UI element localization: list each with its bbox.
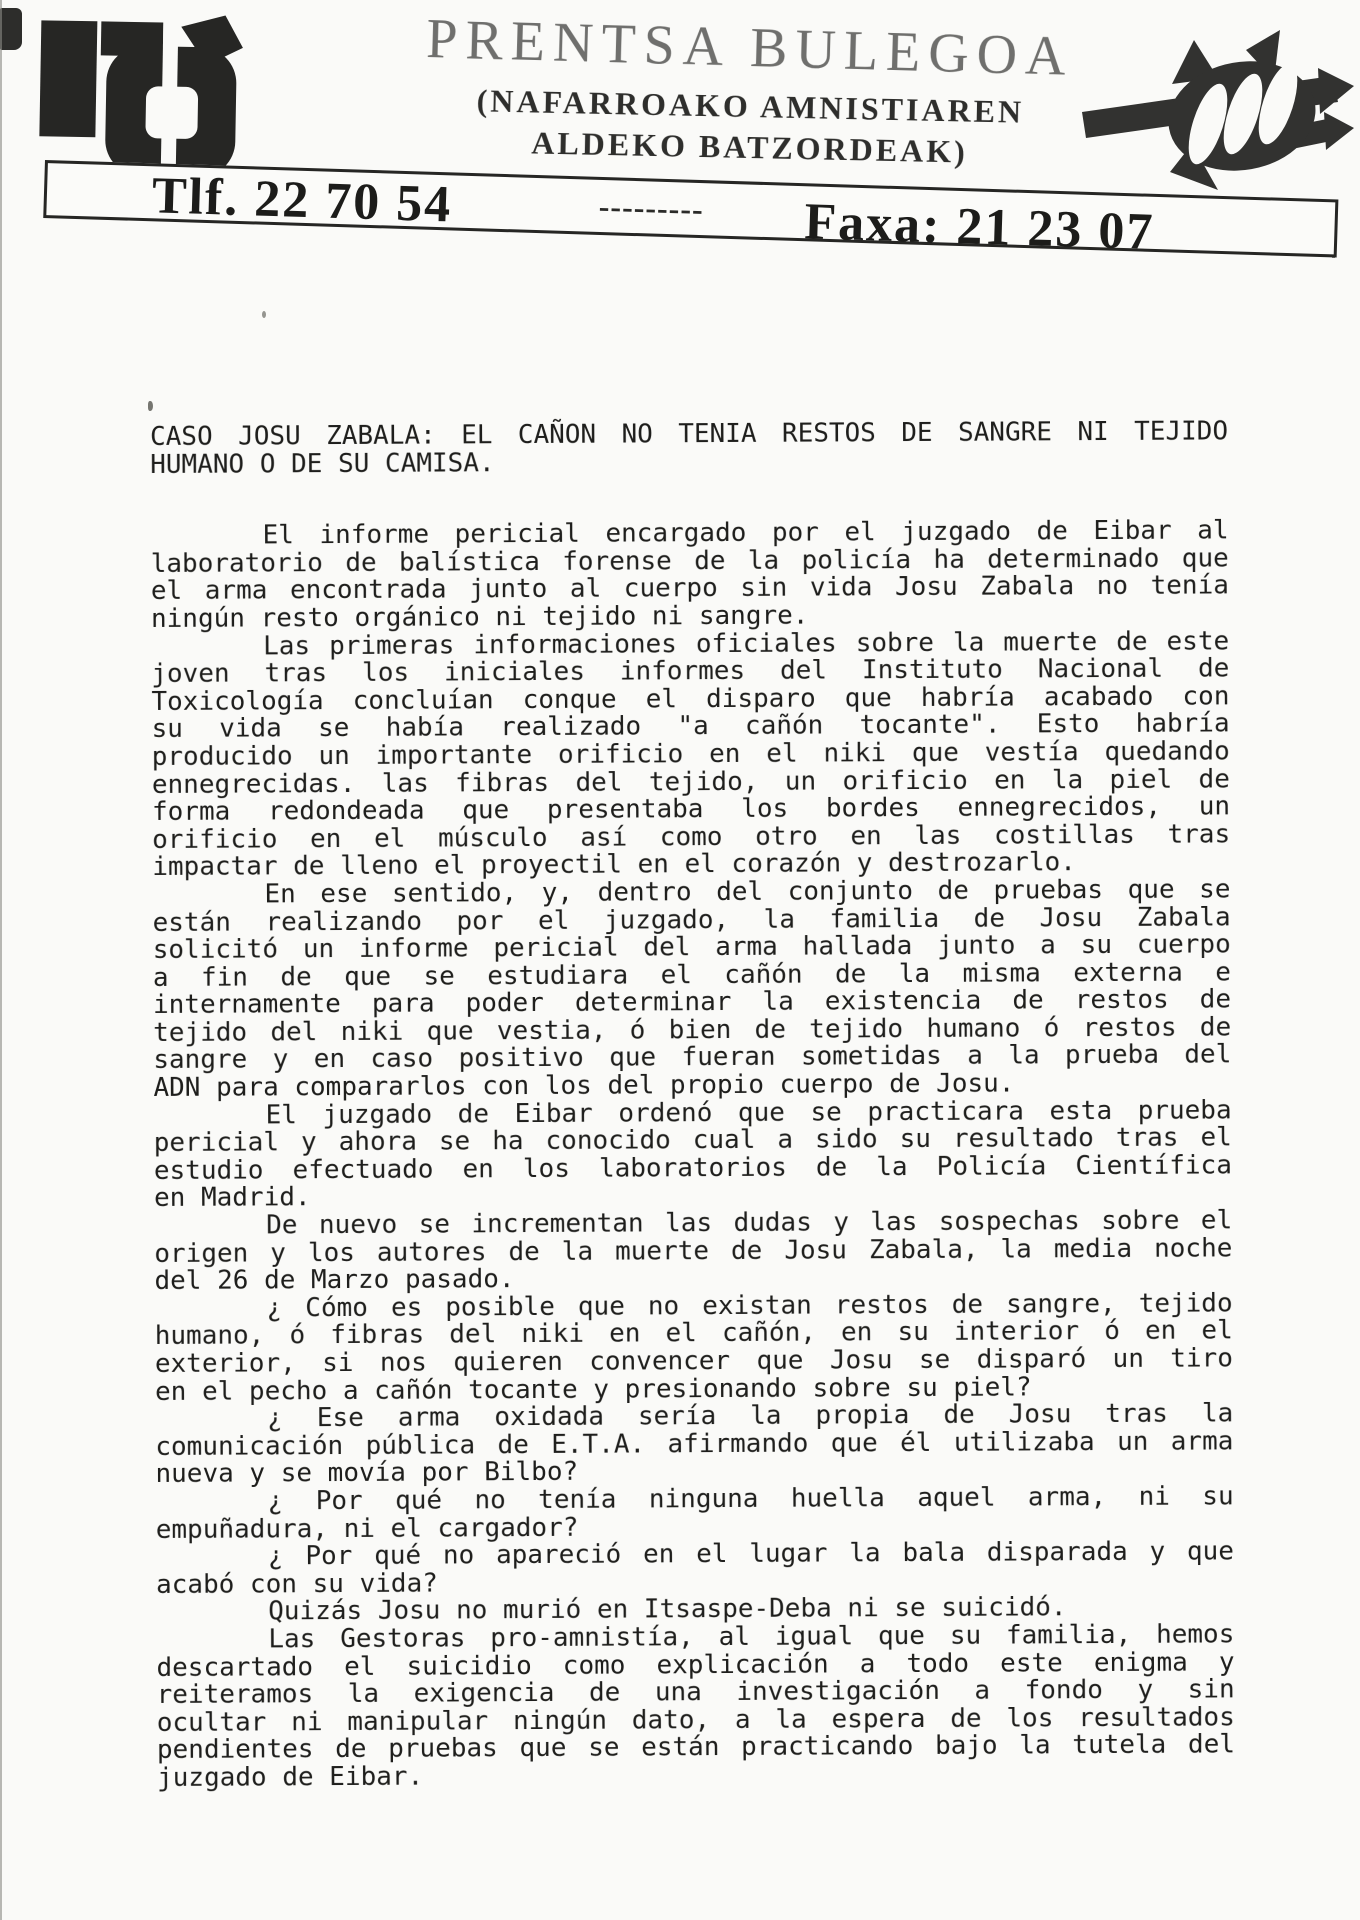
fist-gripping-barbed-wire-logo-icon [1082, 26, 1354, 212]
org-subtitle-line: (NAFARROAKO AMNISTIAREN [476, 82, 1025, 130]
paragraph [156, 1483, 1234, 1544]
text-line: descartado el suicidio como explicación a todo este enigma y [156, 1646, 1235, 1683]
text-line: nueva y se movía por Bilbo? [155, 1457, 579, 1490]
text-line: Las Gestoras pro-amnistía, al igual que su familia, hemos [268, 1619, 1235, 1655]
text-line: HUMANO O DE SU CAMISA. [150, 447, 495, 480]
text-line: estudio efectuado en los laboratorios de la Policía Científica [153, 1150, 1232, 1186]
text-line: comunicación pública de E.T.A. afirmando que él utilizaba un arma [155, 1426, 1234, 1462]
text-line: en el pecho a cañón tocante y presionando sobre su piel? [154, 1371, 1032, 1407]
text-line: solicitó un informe pericial del arma hallada junto a su cuerpo [152, 929, 1231, 966]
paragraph [154, 1207, 1232, 1295]
text-line: ¿ Por qué no apareció en el lugar la bala disparada y que [267, 1536, 1234, 1572]
text-line: CASO JOSU ZABALA: EL CAÑON NO TENIA RESTOS DE SANGRE NI TEJIDO [149, 416, 1229, 452]
scan-artifact-corner [0, 8, 22, 50]
text-line: orificio en el músculo así como otro en las costillas tras [152, 819, 1231, 855]
text-line: tejido del niki que vestia, ó bien de tejido humano ó restos de [153, 1012, 1232, 1048]
text-line: del 26 de Marzo pasado. [154, 1264, 515, 1297]
phone-number: Tlf. 22 70 54 [151, 167, 454, 234]
paragraph [156, 1621, 1235, 1792]
org-title: PRENTSA BULEGOA [425, 7, 1075, 89]
text-line: están realizando por el juzgado, la familia de Josu Zabala [152, 901, 1231, 938]
text-line: ocultar ni manipular ningún dato, a la espera de los resultados [156, 1702, 1235, 1738]
paragraph [154, 1097, 1233, 1213]
paragraph [155, 1398, 1234, 1490]
text-line: laboratorio de balística forense de la policía ha determinado que [150, 543, 1229, 579]
text-line: a fin de que se estudiara el cañón de la misma externa e [152, 957, 1231, 993]
text-line: El juzgado de Eibar ordenó que se practicara esta prueba [265, 1095, 1232, 1131]
scan-artifact-speck [148, 401, 153, 411]
fax-number: Faxa: 21 23 07 [803, 193, 1156, 261]
text-line: En ese sentido, y, dentro del conjunto de pruebas que se [264, 874, 1231, 910]
org-subtitle [387, 78, 1113, 175]
scan-artifact-speck [262, 311, 266, 318]
text-line: ¿ Por qué no tenía ninguna huella aquel arma, ni su [267, 1481, 1234, 1517]
text-line: el arma encontrada junto al cuerpo sin vida Josu Zabala no tenía [150, 570, 1229, 607]
separator-dashes: --------- [598, 187, 705, 228]
text-line: exterior, si nos quieren convencer que Josu se disparó un tiro [154, 1343, 1233, 1379]
paragraph [156, 1538, 1234, 1599]
org-subtitle-line: ALDEKO BATZORDEAK) [530, 124, 969, 170]
paragraph [151, 625, 1231, 883]
text-line: acabó con su vida? [155, 1568, 438, 1600]
scan-artifact-edge [0, 0, 2, 1920]
text-line: internamente para poder determinar la existencia de restos de [152, 984, 1232, 1021]
text-line: ¿ Ese arma oxidada sería la propia de Josu tras la [267, 1398, 1234, 1434]
text-line: Quizás Josu no murió en Itsaspe-Deba ni se suicidó. [268, 1592, 1067, 1627]
text-line: Toxicología concluían conque el disparo que habría acabado con [151, 681, 1230, 717]
text-line: reiteramos la exigencia de una investigación a fondo y sin [156, 1674, 1235, 1711]
paragraph [150, 515, 1230, 634]
text-line: su vida se había realizado "a cañón tocante". Esto habría [151, 708, 1230, 745]
text-line: ADN para compararlos con los del propio cuerpo de Josu. [153, 1068, 1015, 1104]
document-title [150, 418, 1228, 479]
text-line: ningún resto orgánico ni tejido ni sangre. [150, 600, 809, 634]
document-body [150, 418, 1235, 1792]
text-line: producido un importante orificio en el niki que vestía quedando [151, 736, 1230, 772]
text-line: De nuevo se incrementan las dudas y las sospechas sobre el [266, 1205, 1233, 1241]
text-line: joven tras los iniciales informes del Instituto Nacional de [151, 653, 1230, 690]
text-line: en Madrid. [153, 1182, 311, 1214]
text-line: juzgado de Eibar. [157, 1761, 424, 1793]
text-line: humano, ó fibras del niki en el cañón, en su interior ó en el [154, 1315, 1233, 1352]
paragraph [152, 876, 1231, 1102]
text-line: origen y los autores de la muerte de Josu Zabala, la media noche [154, 1232, 1233, 1269]
text-line: sangre y en caso positivo que fueran sometidas a la prueba del [153, 1039, 1232, 1076]
text-line: ¿ Cómo es posible que no existan restos de sangre, tejido [266, 1288, 1233, 1324]
text-line: ennegrecidas. las fibras del tejido, un orificio en la piel de [151, 763, 1230, 800]
text-line: empuñadura, ni el cargador? [155, 1512, 579, 1545]
text-line: impactar de lleno el proyectil en el corazón y destrozarlo. [152, 847, 1076, 883]
text-line: El informe pericial encargado por el juzgado de Eibar al [262, 515, 1229, 551]
text-line: forma redondeada que presentaba los bordes ennegrecidos, un [151, 791, 1231, 828]
text-line: pericial y ahora se ha conocido cual a sido su resultado tras el [153, 1122, 1232, 1159]
paragraph [155, 1290, 1234, 1406]
text-line: Las primeras informaciones oficiales sobre la muerte de este [263, 625, 1230, 661]
text-line: pendientes de pruebas que se están practicando bajo la tutela del [156, 1729, 1236, 1766]
